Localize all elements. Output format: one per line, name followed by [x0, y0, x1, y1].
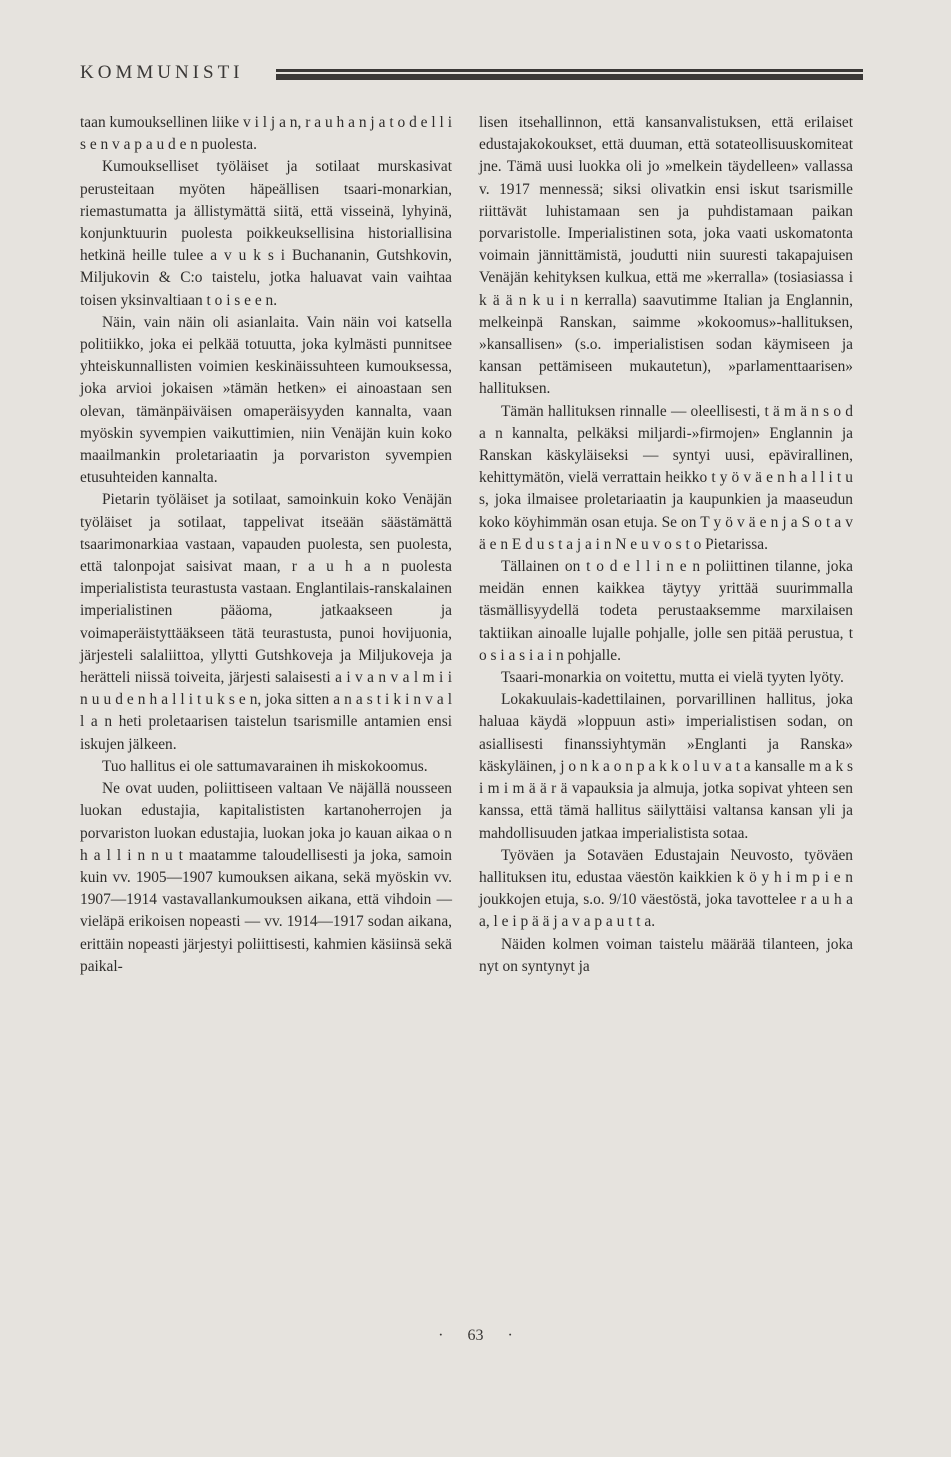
paragraph: Ne ovat uuden, poliittiseen valtaan Ve näjällä nousseen luokan edustajia, kapitalististen kartanoherrojen ja porvariston luokan edustajia, luokan joka jo kauan aikaa o n h a l l i n n u t maatamme taloudellisesti ja joka, samoin kuin vv. 1905—1907 kumouksen aikana, sekä myöskin vv. 1907—1914 vastavallankumouksen aikana, että vihdoin — vieläpä erikoisen nopeasti — vv. 1914—1917 sodan aikana, erittäin nopeasti järjestyi poliittisesti, kahmien käsiinsä sekä paikal-	[80, 780, 452, 975]
paragraph: Kumoukselliset työläiset ja sotilaat murskasivat perusteitaan myöten häpeällisen tsaari-monarkian, riemastumatta ja ällistymättä siitä, että visseinä, lyhyinä, konjunktuurin puolesta poikkeuksellisina historiallisina hetkinä heille tulee a v u k s i Buchananin, Gutshkovin, Miljukovin & C:o taistelu, jotka haluavat vain vaihtaa toisen yksinvaltiaan t o i s e e n.	[80, 158, 452, 309]
header-rule	[276, 69, 863, 80]
paragraph: Tuo hallitus ei ole sattumavarainen ih miskokoomus.	[102, 757, 428, 775]
footer-dot: ·	[438, 1327, 444, 1344]
paragraph: Tsaari-monarkia on voitettu, mutta ei vielä tyyten lyöty.	[501, 669, 844, 687]
left-column	[80, 112, 452, 978]
paragraph: lisen itsehallinnon, että kansanvalistuksen, että erilaiset edustajakokoukset, että duuman, että sotateollisuuskomiteat jne. Tämä uusi luokka oli jo »melkein täydelleen» vallassa v. 1917 mennessä; siksi olivatkin ensi iskut tsarismille riittävät luhistamaan sen ja puhdistamaan paikan porvaristolle. Imperialistinen sota, joka vaati uskomatonta voimain jännittämistä, joudutti niin suuresti takapajuisen Venäjän kehityksen kulkua, että me »kerralla» (tosiasiassa i k ä ä n k u i n kerralla) saavutimme Italian ja Englannin, melkeinpä Ranskan, saimme »kokoomus»-hallituksen, »kansallisen» (s.o. imperialistisen sodan käymiseen ja kansan pettämiseen mukautetun), »parlamenttaarisen» hallituksen.	[479, 114, 853, 398]
paragraph: Näiden kolmen voiman taistelu määrää tilanteen, joka nyt on syntynyt ja	[479, 935, 853, 975]
paragraph: Pietarin työläiset ja sotilaat, samoinkuin koko Venäjän työläiset ja sotilaat, tappelivat itseään säästämättä tsaarimonarkiaa vastaan, vapauden puolesta, sen puolesta, että talonpojat saisivat maan, r a u h a n puolesta imperialistista teurastusta vastaan. Englantilais-ranskalainen imperialistinen pääoma, jatkaakseen ja voimaperäistyttääkseen tätä teurastusta, punoi hovijuonia, järjesteli salaliittoa, yllytti Gutshkoveja ja Miljukoveja ja herätteli niissä toiveita, järjesti salaisesti a i v a n v a l m i i n u u d e n h a l l i t u k s e n, joka sitten a n a s t i k i n v a l l a n heti proletaarisen taistelun tsarismille antamien ensi iskujen jälkeen.	[80, 491, 452, 753]
paragraph: Lokakuulais-kadettilainen, porvarillinen hallitus, joka haluaa käydä »loppuun asti» imperialistisen sodan, on asiallisesti finanssiyhtymän »Englanti ja Ranska» käskyläinen, j o n k a o n p a k k o l u v a t a kansalle m a k s i m i m ä ä r ä vapauksia ja almuja, jotka sopivat yhteen sen kanssa, että tämä hallitus säilyttäisi valtansa kansan yli ja mahdollisuuden jatkaa imperialistista sotaa.	[479, 691, 853, 842]
paragraph: Työväen ja Sotaväen Edustajain Neuvosto, työväen hallituksen itu, edustaa väestön kaikkien k ö y h i m p i e n joukkojen etuja, s.o. 9/10 väestöstä, joka tavottelee r a u h a a, l e i p ä ä j a v a p a u t t a.	[479, 846, 853, 931]
page-footer	[0, 1327, 951, 1345]
paragraph: taan kumouksellinen liike v i l j a n, r a u h a n j a t o d e l l i s e n v a p a u d e n puolesta.	[80, 114, 452, 154]
paragraph: Tämän hallituksen rinnalle — oleellisesti, t ä m ä n s o d a n kannalta, pelkäksi miljardi-»firmojen» Englannin ja Ranskan käskyläiseksi — syntyi uusi, epävirallinen, kehittymätön, vielä verrattain heikko t y ö v ä e n h a l l i t u s, joka ilmaisee proletariaatin ja kaupunkien ja maaseudun koko köyhimmän osan etuja. Se on T y ö v ä e n j a S o t a v ä e n E d u s t a j a i n N e u v o s t o Pietarissa.	[479, 402, 853, 553]
paragraph: Näin, vain näin oli asianlaita. Vain näin voi katsella politiikko, joka ei pelkää totuutta, joka kylmästi punnitsee yhteiskunnallisten voimien keskinäissuhteen kumouksessa, joka arvioi jokaisen »tämän hetken» ei ainoastaan sen olevan, tämänpäiväisen omaperäisyyden kannalta, vaan myöskin syvempien vaikuttimien, niin Venäjän kuin koko maailmankin proletariaatin ja porvariston syvempien etusuhteiden kannalta.	[80, 313, 452, 487]
page-number: 63	[467, 1327, 484, 1344]
right-column	[479, 112, 853, 978]
footer-dot: ·	[507, 1327, 513, 1344]
journal-title: KOMMUNISTI	[80, 62, 244, 83]
paragraph: Tällainen on t o d e l l i n e n poliittinen tilanne, joka meidän ennen kaikkea täytyy yrittää suurimmalla täsmällisyydellä todeta perustaaksemme marxilaisen taktiikan ainoalle lujalle pohjalle, jolle sen pitää perustua, t o s i a s i a i n pohjalle.	[479, 558, 853, 664]
page-header	[80, 62, 865, 90]
